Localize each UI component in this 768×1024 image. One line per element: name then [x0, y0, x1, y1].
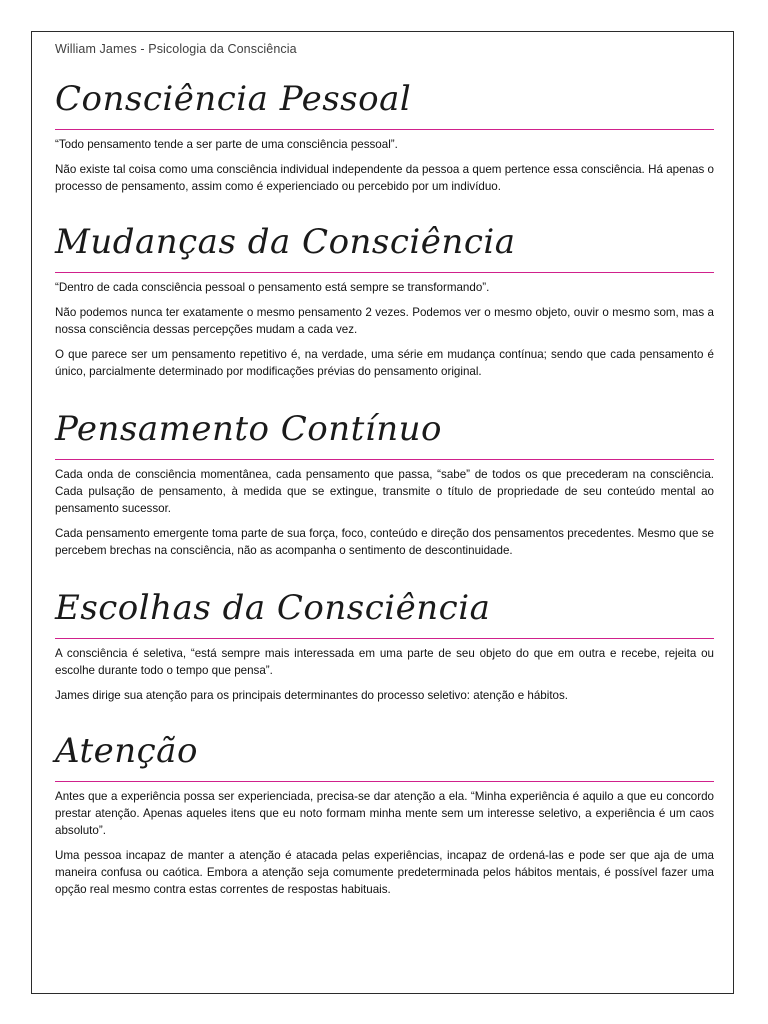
section-mudancas-da-consciencia — [55, 221, 714, 380]
section-escolhas-da-consciencia — [55, 587, 714, 704]
paragraph: Cada pensamento emergente toma parte de sua força, foco, conteúdo e direção dos pensamentos precedentes. Mesmo que se percebem brechas na consciência, não as acompanha o sentimento de descontinuidade. — [55, 527, 714, 557]
section-title: Mudanças da Consciência — [55, 222, 516, 262]
section-consciencia-pessoal — [55, 78, 714, 195]
section-divider — [55, 272, 714, 273]
paragraph: O que parece ser um pensamento repetitivo é, na verdade, uma série em mudança contínua; sendo que cada pensamento é único, parcialmente determinado por modificações prévias do pensamento original. — [55, 348, 714, 378]
paragraph: Não podemos nunca ter exatamente o mesmo pensamento 2 vezes. Podemos ver o mesmo objeto, ouvir o mesmo som, mas a nossa consciência dessas percepções mudam a cada vez. — [55, 306, 714, 336]
paragraph: “Todo pensamento tende a ser parte de uma consciência pessoal”. — [55, 138, 398, 151]
paragraph: Cada onda de consciência momentânea, cada pensamento que passa, “sabe” de todos os que precederam na consciência. Cada pulsação de pensamento, à medida que se extingue, transmite o título de propriedade de seu conteúdo mental ao pensamento sucessor. — [55, 468, 714, 515]
paragraph: Não existe tal coisa como uma consciência individual independente da pessoa a quem pertence essa consciência. Há apenas o processo de pensamento, assim como é experienciado ou percebido por um indivíduo. — [55, 163, 714, 193]
section-divider — [55, 638, 714, 639]
document-body — [55, 78, 714, 906]
section-atencao — [55, 730, 714, 898]
section-divider — [55, 129, 714, 130]
paragraph: Antes que a experiência possa ser experienciada, precisa-se dar atenção a ela. “Minha experiência é aquilo a que eu concordo prestar atenção. Apenas aqueles itens que eu noto formam minha mente sem um interesse seletivo, a experiência é um caos absoluto”. — [55, 790, 714, 837]
section-title: Escolhas da Consciência — [55, 588, 491, 628]
paragraph: A consciência é seletiva, “está sempre mais interessada em uma parte de seu objeto do que em outra e recebe, rejeita ou escolhe durante todo o tempo que pensa”. — [55, 647, 714, 677]
section-title: Consciência Pessoal — [55, 79, 412, 119]
paragraph: Uma pessoa incapaz de manter a atenção é atacada pelas experiências, incapaz de ordená-las e pode ser que aja de uma maneira confusa ou caótica. Embora a atenção seja comumente predeterminada pelos hábitos mentais, é possível fazer uma opção real mesmo contra estas correntes de respostas habituais. — [55, 849, 714, 896]
section-divider — [55, 781, 714, 782]
section-title: Atenção — [55, 731, 198, 771]
running-header: William James - Psicologia da Consciência — [55, 42, 297, 56]
section-pensamento-continuo — [55, 408, 714, 559]
paragraph: “Dentro de cada consciência pessoal o pensamento está sempre se transformando”. — [55, 281, 490, 294]
section-divider — [55, 459, 714, 460]
paragraph: James dirige sua atenção para os principais determinantes do processo seletivo: atenção e hábitos. — [55, 689, 569, 702]
section-title: Pensamento Contínuo — [55, 409, 442, 449]
